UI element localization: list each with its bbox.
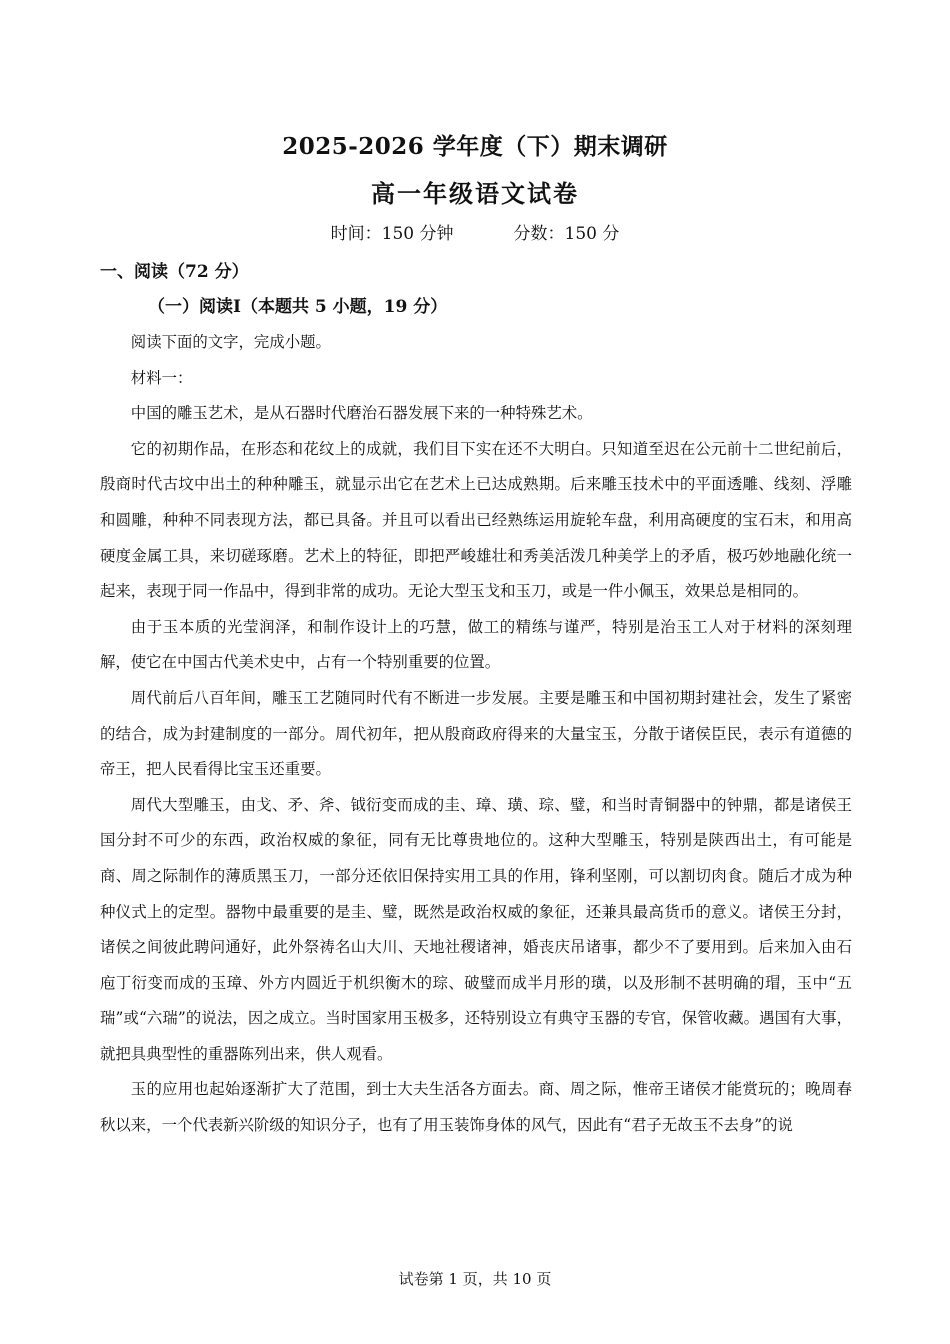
paragraph: 玉的应用也起始逐渐扩大了范围，到士大夫生活各方面去。商、周之际，惟帝王诸侯才能赏玩的；晚周春秋以来，一个代表新兴阶级的知识分子，也有了用玉装饰身体的风气，因此有“君子无故玉不去身”的说 — [100, 1080, 852, 1135]
paragraph: 它的初期作品，在形态和花纹上的成就，我们目下实在还不大明白。只知道至迟在公元前十二世纪前后，殷商时代古坟中出土的种种雕玉，就显示出它在艺术上已达成熟期。后来雕玉技术中的平面透雕、线刻、浮雕和圆雕，种种不同表现方法，都已具备。并且可以看出已经熟练运用旋轮车盘，利用高硬度的宝石末，和用高硬度金属工具，来切磋琢磨。艺术上的特征，即把严峻雄壮和秀美活泼几种美学上的矛盾，极巧妙地融化统一起来，表现于同一作品中，得到非常的成功。无论大型玉戈和玉刀，或是一件小佩玉，效果总是相同的。 — [100, 439, 852, 601]
paragraph: 中国的雕玉艺术，是从石器时代磨治石器发展下来的一种特殊艺术。 — [130, 404, 593, 423]
exam-title: 2025-2026 学年度（下）期末调研 — [282, 133, 668, 160]
paragraph: 周代前后八百年间，雕玉工艺随同时代有不断进一步发展。主要是雕玉和中国初期封建社会，发生了紧密的结合，成为封建制度的一部分。周代初年，把从殷商政府得来的大量宝玉，分散于诸侯臣民，表示有道德的帝王，把人民看得比宝玉还重要。 — [100, 688, 852, 779]
reading-passage — [100, 325, 852, 1144]
page-footer: 试卷第 1 页，共 10 页 — [398, 1270, 552, 1288]
paragraph-instruction: 阅读下面的文字，完成小题。 — [130, 333, 331, 351]
exam-score: 分数：150 分 — [513, 224, 620, 244]
paragraph: 由于玉本质的光莹润泽，和制作设计上的巧慧，做工的精练与谨严，特别是治玉工人对于材料的深刻理解，使它在中国古代美术史中，占有一个特别重要的位置。 — [100, 617, 852, 672]
exam-meta — [0, 219, 950, 244]
paragraph: 周代大型雕玉，由戈、矛、斧、钺衍变而成的圭、璋、璜、琮、璧，和当时青铜器中的钟鼎，都是诸侯王国分封不可少的东西，政治权威的象征，同有无比尊贵地位的。这种大型雕玉，特别是陕西出土，有可能是商、周之际制作的薄质黑玉刀，一部分还依旧保持实用工具的作用，锋利坚刚，可以割切肉食。随后才成为种种仪式上的定型。器物中最重要的是圭、璧，既然是政治权威的象征，还兼具最高货币的意义。诸侯王分封，诸侯之间彼此聘问通好，此外祭祷名山大川、天地社稷诸神，婚丧庆吊诸事，都少不了要用到。后来加入由石庖丁衍变而成的玉璋、外方内圆近于机织衡木的琮、破璧而成半月形的璜，以及形制不甚明确的瑁，玉中“五瑞”或“六瑞”的说法，因之成立。当时国家用玉极多，还特别设立有典守玉器的专官，保管收藏。遇国有大事，就把具典型性的重器陈列出来，供人观看。 — [100, 795, 852, 1063]
subsection-heading: （一）阅读I（本题共 5 小题，19 分） — [148, 297, 448, 317]
section-heading: 一、阅读（72 分） — [100, 262, 249, 282]
exam-subtitle: 高一年级语文试卷 — [371, 179, 579, 208]
paragraph-material-label: 材料一： — [130, 368, 193, 387]
exam-time: 时间：150 分钟 — [330, 224, 454, 244]
